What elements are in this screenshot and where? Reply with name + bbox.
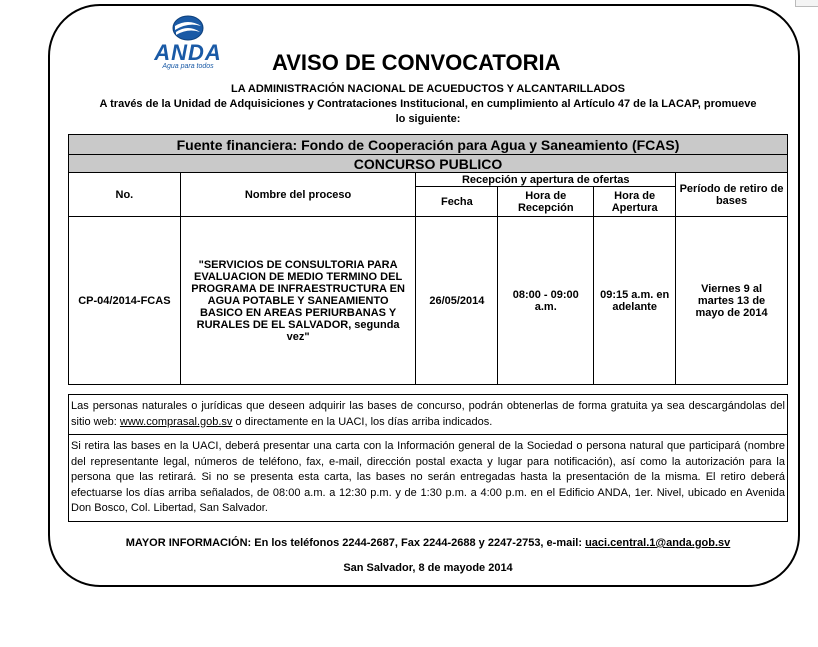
header-opening-time: Hora de Apertura (594, 187, 676, 217)
header-reception-group: Recepción y apertura de ofertas (416, 173, 676, 187)
contact-email-link[interactable]: uaci.central.1@anda.gob.sv (585, 537, 731, 549)
intro-text (68, 82, 788, 127)
cell-retrieval-period: Viernes 9 al martes 13 de mayo de 2014 (676, 217, 788, 385)
contest-type-row (69, 155, 788, 173)
note-download (69, 395, 787, 434)
logo-tagline: Agua para todos (162, 63, 214, 70)
funding-source-row (69, 135, 788, 155)
page-title: AVISO DE CONVOCATORIA (272, 50, 561, 75)
note-retrieval: Si retira las bases en la UACI, deberá presentar una carta con la Información general de la Sociedad o persona natural que participará (nombre del representante legal, números de teléfono, fax, e-mail, dirección postal exacta y lugar para notificación), así como la autorización para la persona que las retirará. Si no se presenta esta carta, las bases no serán entregadas hasta la presentación de la misma. El retiro deberá efectuarse los días arriba señalados, de 08:00 a.m. a 12:30 p.m. y de 1:30 p.m. a 4:00 p.m. en el Edificio ANDA, 1er. Nivel, ubicado en Avenida Don Bosco, Col. Libertad, San Salvador. (69, 434, 787, 521)
more-info (68, 537, 788, 549)
cell-reception-time: 08:00 - 09:00 a.m. (498, 217, 594, 385)
anda-logo (138, 14, 238, 74)
contest-type: CONCURSO PUBLICO (69, 155, 788, 173)
note-download-text: Las personas naturales o jurídicas que deseen adquirir las bases de concurso, podrán obtenerlas de forma gratuita ya sea descargándolas del sitio web: (71, 400, 785, 428)
intro-line-2: A través de la Unidad de Adquisiciones y Contrataciones Institucional, en cumplimiento al Artículo 47 de la LACAP, promueve (99, 98, 757, 110)
funding-source: Fuente financiera: Fondo de Cooperación para Agua y Saneamiento (FCAS) (69, 135, 788, 155)
cell-opening-time: 09:15 a.m. en adelante (594, 217, 676, 385)
cell-date: 26/05/2014 (416, 217, 498, 385)
header-process-name: Nombre del proceso (180, 173, 416, 217)
intro-line-1: LA ADMINISTRACIÓN NACIONAL DE ACUEDUCTOS Y ALCANTARILLADOS (231, 83, 625, 95)
intro-line-3: lo siguiente: (395, 113, 461, 125)
window-corner (795, 0, 818, 7)
header-date: Fecha (416, 187, 498, 217)
header-no: No. (69, 173, 181, 217)
comprasal-link[interactable]: www.comprasal.gob.sv (119, 415, 233, 428)
cell-process-number: CP-04/2014-FCAS (69, 217, 181, 385)
note-download-text-end: o directamente en la UACI, los días arriba indicados. (232, 415, 493, 428)
logo-wordmark: ANDA (154, 40, 222, 65)
header-row-top (69, 173, 788, 187)
header-reception-time: Hora de Recepción (498, 187, 594, 217)
header-retrieval-period: Período de retiro de bases (676, 173, 788, 217)
notes-box (68, 394, 788, 522)
table-row (69, 217, 788, 385)
more-info-text: MAYOR INFORMACIÓN: En los teléfonos 2244-2687, Fax 2244-2688 y 2247-2753, e-mail: (125, 537, 586, 549)
tender-table (68, 134, 788, 385)
place-date: San Salvador, 8 de mayode 2014 (343, 562, 513, 574)
cell-process-name: "SERVICIOS DE CONSULTORIA PARA EVALUACION DE MEDIO TERMINO DEL PROGRAMA DE INFRAESTRUCTURA EN AGUA POTABLE Y SANEAMIENTO BASICO EN AREAS PERIURBANAS Y RURALES DE EL SALVADOR, segunda vez" (180, 217, 416, 385)
